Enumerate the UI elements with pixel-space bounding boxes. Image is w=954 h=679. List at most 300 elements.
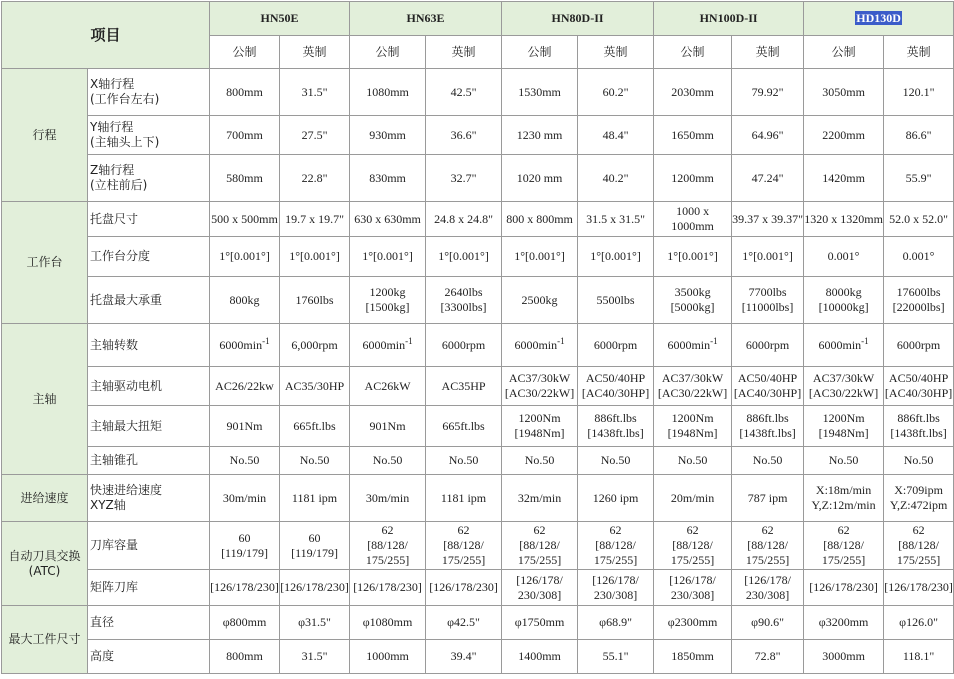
value-cell bbox=[654, 116, 732, 155]
cell-value: [126/178/230] bbox=[280, 580, 349, 594]
value-cell bbox=[884, 324, 954, 367]
cell-value: 930mm bbox=[369, 127, 406, 142]
value-cell bbox=[884, 447, 954, 475]
value-cell bbox=[280, 367, 350, 406]
value-cell bbox=[578, 522, 654, 570]
cell-value: 64.96" bbox=[751, 127, 784, 142]
item-label: 托盘最大承重 bbox=[88, 277, 210, 324]
value-cell bbox=[654, 202, 732, 237]
value-cell bbox=[804, 277, 884, 324]
table-row bbox=[2, 640, 954, 674]
cell-value: 24.8 x 24.8" bbox=[434, 211, 493, 226]
value-cell bbox=[502, 116, 578, 155]
cell-value: 17600lbs [22000lbs] bbox=[892, 285, 945, 314]
cell-value: No.50 bbox=[677, 453, 708, 467]
model-name: HD130D bbox=[856, 11, 901, 25]
value-cell bbox=[732, 202, 804, 237]
value-cell bbox=[654, 606, 732, 640]
value-cell bbox=[732, 69, 804, 116]
value-cell bbox=[732, 116, 804, 155]
value-cell bbox=[732, 277, 804, 324]
cell-value: 30m/min bbox=[365, 490, 410, 505]
value-cell bbox=[426, 475, 502, 522]
value-cell bbox=[350, 406, 426, 447]
value-cell bbox=[426, 447, 502, 475]
unit-imperial: 英制 bbox=[884, 36, 954, 69]
value-cell bbox=[210, 570, 280, 606]
cell-value: 1320 x 1320mm bbox=[804, 211, 883, 226]
value-cell bbox=[210, 406, 280, 447]
value-cell bbox=[804, 69, 884, 116]
item-label: Y轴行程 (主轴头上下) bbox=[88, 116, 210, 155]
cell-value: 800mm bbox=[226, 84, 263, 99]
cell-value: 1850mm bbox=[671, 649, 714, 663]
cell-value: 700mm bbox=[226, 127, 263, 142]
value-cell bbox=[210, 116, 280, 155]
cell-value: No.50 bbox=[372, 453, 403, 467]
value-cell bbox=[426, 69, 502, 116]
cell-value: φ126.0" bbox=[899, 615, 938, 629]
value-cell bbox=[502, 324, 578, 367]
model-name: HN100D-II bbox=[699, 11, 758, 25]
value-cell bbox=[426, 155, 502, 202]
value-cell bbox=[578, 116, 654, 155]
item-label: 高度 bbox=[88, 640, 210, 674]
cell-value: φ3200mm bbox=[818, 615, 869, 629]
value-cell bbox=[210, 447, 280, 475]
cell-value: φ2300mm bbox=[667, 615, 718, 629]
value-cell bbox=[654, 475, 732, 522]
cell-value: 22.8" bbox=[301, 170, 328, 185]
value-cell bbox=[804, 640, 884, 674]
value-cell bbox=[578, 570, 654, 606]
cell-value: 1000 x 1000mm bbox=[671, 204, 714, 233]
unit-metric: 公制 bbox=[654, 36, 732, 69]
unit-metric: 公制 bbox=[350, 36, 426, 69]
table-row bbox=[2, 447, 954, 475]
cell-value: 6000rpm bbox=[593, 337, 638, 352]
cell-value: 2640lbs [3300lbs] bbox=[440, 285, 487, 314]
value-cell bbox=[426, 640, 502, 674]
item-label: 工作台分度 bbox=[88, 237, 210, 277]
cell-value: 2500kg bbox=[521, 292, 558, 307]
value-cell bbox=[884, 116, 954, 155]
cell-value: 886ft.lbs [1438ft.lbs] bbox=[587, 411, 644, 440]
cell-value: φ1080mm bbox=[362, 615, 413, 629]
value-cell bbox=[502, 155, 578, 202]
value-cell bbox=[350, 475, 426, 522]
cell-value: 1000mm bbox=[366, 649, 409, 663]
cell-value: [126/178/230] bbox=[353, 580, 422, 594]
value-cell bbox=[426, 277, 502, 324]
cell-value: 1400mm bbox=[518, 649, 561, 663]
cell-value: AC26kW bbox=[364, 378, 411, 393]
value-cell bbox=[732, 324, 804, 367]
value-cell bbox=[426, 237, 502, 277]
cell-value: 62 [88/128/ 175/255] bbox=[670, 523, 715, 567]
cell-value: [126/178/230] bbox=[429, 580, 498, 594]
value-cell bbox=[884, 69, 954, 116]
cell-value: 901Nm bbox=[369, 418, 406, 433]
value-cell bbox=[210, 475, 280, 522]
cell-value: 1230 mm bbox=[516, 127, 563, 142]
group-label: 主轴 bbox=[2, 324, 88, 475]
cell-value: φ31.5" bbox=[298, 615, 331, 629]
value-cell bbox=[502, 447, 578, 475]
unit-metric: 公制 bbox=[502, 36, 578, 69]
value-cell bbox=[426, 406, 502, 447]
cell-value: 2200mm bbox=[822, 127, 865, 142]
cell-value: 27.5" bbox=[301, 127, 328, 142]
cell-value: 1530mm bbox=[518, 84, 561, 99]
value-cell bbox=[280, 237, 350, 277]
value-cell bbox=[502, 406, 578, 447]
item-label: 主轴锥孔 bbox=[88, 447, 210, 475]
cell-value: 665ft.lbs bbox=[293, 418, 336, 433]
value-cell bbox=[578, 324, 654, 367]
cell-value: φ1750mm bbox=[514, 615, 565, 629]
cell-value: 55.9" bbox=[905, 170, 932, 185]
table-row bbox=[2, 202, 954, 237]
cell-value: 30m/min bbox=[222, 490, 267, 505]
cell-value: [126/178/ 230/308] bbox=[516, 572, 563, 602]
value-cell bbox=[502, 475, 578, 522]
item-label: 托盘尺寸 bbox=[88, 202, 210, 237]
value-cell bbox=[210, 202, 280, 237]
cell-value: AC37/30kW [AC30/22kW] bbox=[504, 371, 575, 400]
value-cell bbox=[884, 406, 954, 447]
value-cell bbox=[210, 606, 280, 640]
cell-value: 118.1" bbox=[902, 649, 935, 663]
item-label: 快速进给速度 XYZ轴 bbox=[88, 475, 210, 522]
value-cell bbox=[350, 606, 426, 640]
cell-value: No.50 bbox=[903, 453, 934, 467]
value-cell bbox=[426, 367, 502, 406]
unit-imperial: 英制 bbox=[732, 36, 804, 69]
cell-value: 830mm bbox=[369, 170, 406, 185]
cell-value: φ800mm bbox=[222, 615, 267, 629]
item-label: 刀库容量 bbox=[88, 522, 210, 570]
cell-value: AC50/40HP [AC40/30HP] bbox=[884, 371, 953, 400]
model-name: HN80D-II bbox=[551, 11, 604, 25]
unit-superscript: -1 bbox=[710, 335, 718, 346]
item-label: 主轴最大扭矩 bbox=[88, 406, 210, 447]
value-cell bbox=[884, 277, 954, 324]
value-cell bbox=[280, 606, 350, 640]
spec-table bbox=[1, 1, 954, 674]
cell-value: 886ft.lbs [1438ft.lbs] bbox=[739, 411, 796, 440]
cell-value: 1°[0.001°] bbox=[667, 249, 718, 263]
value-cell bbox=[280, 155, 350, 202]
cell-value: X:709ipm Y,Z:472ipm bbox=[889, 483, 948, 512]
table-row bbox=[2, 116, 954, 155]
value-cell bbox=[732, 447, 804, 475]
value-cell bbox=[732, 570, 804, 606]
value-cell bbox=[804, 406, 884, 447]
unit-superscript: -1 bbox=[262, 335, 270, 346]
value-cell bbox=[280, 277, 350, 324]
value-cell bbox=[578, 606, 654, 640]
value-cell bbox=[884, 475, 954, 522]
unit-imperial: 英制 bbox=[578, 36, 654, 69]
cell-value: 19.7 x 19.7" bbox=[285, 211, 344, 226]
model-header bbox=[210, 2, 350, 36]
cell-value: 42.5" bbox=[450, 84, 477, 99]
model-header bbox=[350, 2, 502, 36]
unit-imperial: 英制 bbox=[280, 36, 350, 69]
value-cell bbox=[732, 522, 804, 570]
unit-metric: 公制 bbox=[804, 36, 884, 69]
value-cell bbox=[280, 570, 350, 606]
cell-value: 8000kg [10000kg] bbox=[818, 285, 869, 314]
cell-value: 3500kg [5000kg] bbox=[670, 285, 715, 314]
value-cell bbox=[280, 522, 350, 570]
cell-value: 1200Nm [1948Nm] bbox=[667, 411, 718, 440]
unit-imperial: 英制 bbox=[426, 36, 502, 69]
cell-value: 1°[0.001°] bbox=[219, 249, 270, 263]
value-cell bbox=[350, 69, 426, 116]
table-row bbox=[2, 406, 954, 447]
cell-value: 1080mm bbox=[366, 84, 409, 99]
table-row bbox=[2, 277, 954, 324]
value-cell bbox=[502, 640, 578, 674]
table-row bbox=[2, 475, 954, 522]
item-label: 直径 bbox=[88, 606, 210, 640]
cell-value: No.50 bbox=[299, 453, 330, 467]
cell-value: AC37/30kW [AC30/22kW] bbox=[657, 371, 728, 400]
value-cell bbox=[210, 640, 280, 674]
value-cell bbox=[210, 277, 280, 324]
table-row bbox=[2, 324, 954, 367]
cell-value: 1260 ipm bbox=[592, 490, 639, 505]
cell-value: 901Nm bbox=[226, 418, 263, 433]
value-cell bbox=[804, 475, 884, 522]
value-cell bbox=[210, 155, 280, 202]
value-cell bbox=[804, 570, 884, 606]
value-cell bbox=[502, 277, 578, 324]
cell-value: 62 [88/128/ 175/255] bbox=[821, 523, 866, 567]
cell-value: 1°[0.001°] bbox=[742, 249, 793, 263]
cell-value: 72.8" bbox=[754, 649, 781, 663]
value-cell bbox=[654, 640, 732, 674]
value-cell bbox=[210, 367, 280, 406]
value-cell bbox=[280, 447, 350, 475]
cell-value: 62 [88/128/ 175/255] bbox=[365, 523, 410, 567]
cell-value: 6000rpm bbox=[896, 337, 941, 352]
cell-value: 6000min bbox=[362, 337, 406, 352]
cell-value: 3000mm bbox=[822, 649, 865, 663]
cell-value: 800mm bbox=[226, 649, 263, 663]
value-cell bbox=[502, 367, 578, 406]
value-cell bbox=[578, 69, 654, 116]
group-label: 最大工件尺寸 bbox=[2, 606, 88, 674]
group-label: 自动刀具交换 (ATC) bbox=[2, 522, 88, 606]
cell-value: 60.2" bbox=[602, 84, 629, 99]
value-cell bbox=[884, 202, 954, 237]
cell-value: 1020 mm bbox=[516, 170, 563, 185]
cell-value: 1°[0.001°] bbox=[590, 249, 641, 263]
cell-value: [126/178/ 230/308] bbox=[592, 572, 639, 602]
value-cell bbox=[426, 116, 502, 155]
value-cell bbox=[502, 522, 578, 570]
value-cell bbox=[654, 522, 732, 570]
table-row bbox=[2, 522, 954, 570]
group-label: 行程 bbox=[2, 69, 88, 202]
value-cell bbox=[502, 69, 578, 116]
cell-value: 6000min bbox=[219, 337, 263, 352]
cell-value: 48.4" bbox=[602, 127, 629, 142]
table-row bbox=[2, 237, 954, 277]
cell-value: X:18m/min Y,Z:12m/min bbox=[811, 483, 876, 512]
value-cell bbox=[732, 640, 804, 674]
table-row bbox=[2, 570, 954, 606]
value-cell bbox=[426, 202, 502, 237]
cell-value: 40.2" bbox=[602, 170, 629, 185]
cell-value: 62 [88/128/ 175/255] bbox=[593, 523, 638, 567]
unit-superscript: -1 bbox=[405, 335, 413, 346]
value-cell bbox=[732, 475, 804, 522]
value-cell bbox=[884, 155, 954, 202]
value-cell bbox=[804, 155, 884, 202]
value-cell bbox=[654, 155, 732, 202]
value-cell bbox=[578, 367, 654, 406]
table-row bbox=[2, 367, 954, 406]
cell-value: 31.5" bbox=[301, 84, 328, 99]
value-cell bbox=[210, 237, 280, 277]
cell-value: [126/178/230] bbox=[884, 580, 953, 594]
value-cell bbox=[884, 606, 954, 640]
value-cell bbox=[350, 570, 426, 606]
value-cell bbox=[804, 522, 884, 570]
value-cell bbox=[578, 475, 654, 522]
table-row bbox=[2, 69, 954, 116]
cell-value: 6000rpm bbox=[441, 337, 486, 352]
value-cell bbox=[654, 324, 732, 367]
cell-value: φ42.5" bbox=[447, 615, 480, 629]
item-label: X轴行程 (工作台左右) bbox=[88, 69, 210, 116]
group-label: 工作台 bbox=[2, 202, 88, 324]
value-cell bbox=[350, 640, 426, 674]
value-cell bbox=[804, 367, 884, 406]
cell-value: 5500lbs bbox=[596, 292, 635, 307]
value-cell bbox=[280, 640, 350, 674]
value-cell bbox=[654, 277, 732, 324]
cell-value: 32m/min bbox=[517, 490, 562, 505]
value-cell bbox=[884, 237, 954, 277]
cell-value: [126/178/230] bbox=[809, 580, 878, 594]
value-cell bbox=[654, 367, 732, 406]
unit-superscript: -1 bbox=[861, 335, 869, 346]
cell-value: 1°[0.001°] bbox=[362, 249, 413, 263]
cell-value: 886ft.lbs [1438ft.lbs] bbox=[890, 411, 947, 440]
value-cell bbox=[280, 406, 350, 447]
value-cell bbox=[732, 237, 804, 277]
cell-value: 1200mm bbox=[671, 170, 714, 185]
cell-value: 1200Nm [1948Nm] bbox=[514, 411, 565, 440]
cell-value: 55.1" bbox=[602, 649, 629, 663]
table-row bbox=[2, 606, 954, 640]
cell-value: 31.5" bbox=[301, 649, 328, 663]
cell-value: 1200Nm [1948Nm] bbox=[818, 411, 869, 440]
cell-value: AC50/40HP [AC40/30HP] bbox=[581, 371, 650, 400]
cell-value: 86.6" bbox=[905, 127, 932, 142]
value-cell bbox=[350, 202, 426, 237]
value-cell bbox=[502, 570, 578, 606]
value-cell bbox=[884, 570, 954, 606]
cell-value: 31.5 x 31.5" bbox=[586, 211, 645, 226]
value-cell bbox=[884, 522, 954, 570]
unit-metric: 公制 bbox=[210, 36, 280, 69]
value-cell bbox=[654, 447, 732, 475]
cell-value: 60 [119/179] bbox=[291, 530, 338, 560]
cell-value: [126/178/ 230/308] bbox=[744, 572, 791, 602]
cell-value: AC35HP bbox=[441, 378, 486, 393]
cell-value: 800 x 800mm bbox=[506, 211, 573, 226]
cell-value: 1420mm bbox=[822, 170, 865, 185]
cell-value: 39.37 x 39.37" bbox=[732, 211, 804, 226]
value-cell bbox=[884, 640, 954, 674]
value-cell bbox=[578, 447, 654, 475]
cell-value: 1181 ipm bbox=[440, 490, 487, 505]
value-cell bbox=[884, 367, 954, 406]
cell-value: No.50 bbox=[600, 453, 631, 467]
value-cell bbox=[210, 324, 280, 367]
cell-value: 32.7" bbox=[450, 170, 477, 185]
value-cell bbox=[280, 69, 350, 116]
model-name: HN50E bbox=[260, 11, 299, 25]
cell-value: 62 [88/128/ 175/255] bbox=[896, 523, 941, 567]
value-cell bbox=[578, 202, 654, 237]
cell-value: 800kg bbox=[229, 292, 260, 307]
cell-value: No.50 bbox=[229, 453, 260, 467]
cell-value: AC37/30kW [AC30/22kW] bbox=[808, 371, 879, 400]
value-cell bbox=[502, 237, 578, 277]
cell-value: 6000min bbox=[667, 337, 711, 352]
cell-value: 1200kg [1500kg] bbox=[365, 285, 410, 314]
value-cell bbox=[804, 237, 884, 277]
cell-value: 630 x 630mm bbox=[354, 211, 421, 226]
cell-value: 787 ipm bbox=[747, 490, 788, 505]
cell-value: No.50 bbox=[752, 453, 783, 467]
cell-value: No.50 bbox=[524, 453, 555, 467]
value-cell bbox=[502, 606, 578, 640]
value-cell bbox=[804, 447, 884, 475]
model-header bbox=[502, 2, 654, 36]
value-cell bbox=[280, 475, 350, 522]
cell-value: 47.24" bbox=[751, 170, 784, 185]
value-cell bbox=[654, 69, 732, 116]
cell-value: 0.001° bbox=[827, 249, 860, 263]
item-label: 主轴转数 bbox=[88, 324, 210, 367]
cell-value: 39.4" bbox=[450, 649, 477, 663]
item-label: 矩阵刀库 bbox=[88, 570, 210, 606]
value-cell bbox=[804, 116, 884, 155]
value-cell bbox=[732, 367, 804, 406]
cell-value: 1650mm bbox=[671, 127, 714, 142]
cell-value: φ90.6" bbox=[751, 615, 784, 629]
value-cell bbox=[350, 116, 426, 155]
cell-value: 1760lbs bbox=[295, 292, 334, 307]
value-cell bbox=[732, 606, 804, 640]
value-cell bbox=[578, 406, 654, 447]
cell-value: 500 x 500mm bbox=[211, 211, 278, 226]
cell-value: 6000min bbox=[818, 337, 862, 352]
value-cell bbox=[426, 606, 502, 640]
model-name: HN63E bbox=[406, 11, 445, 25]
cell-value: 62 [88/128/ 175/255] bbox=[441, 523, 486, 567]
value-cell bbox=[578, 277, 654, 324]
cell-value: 62 [88/128/ 175/255] bbox=[517, 523, 562, 567]
